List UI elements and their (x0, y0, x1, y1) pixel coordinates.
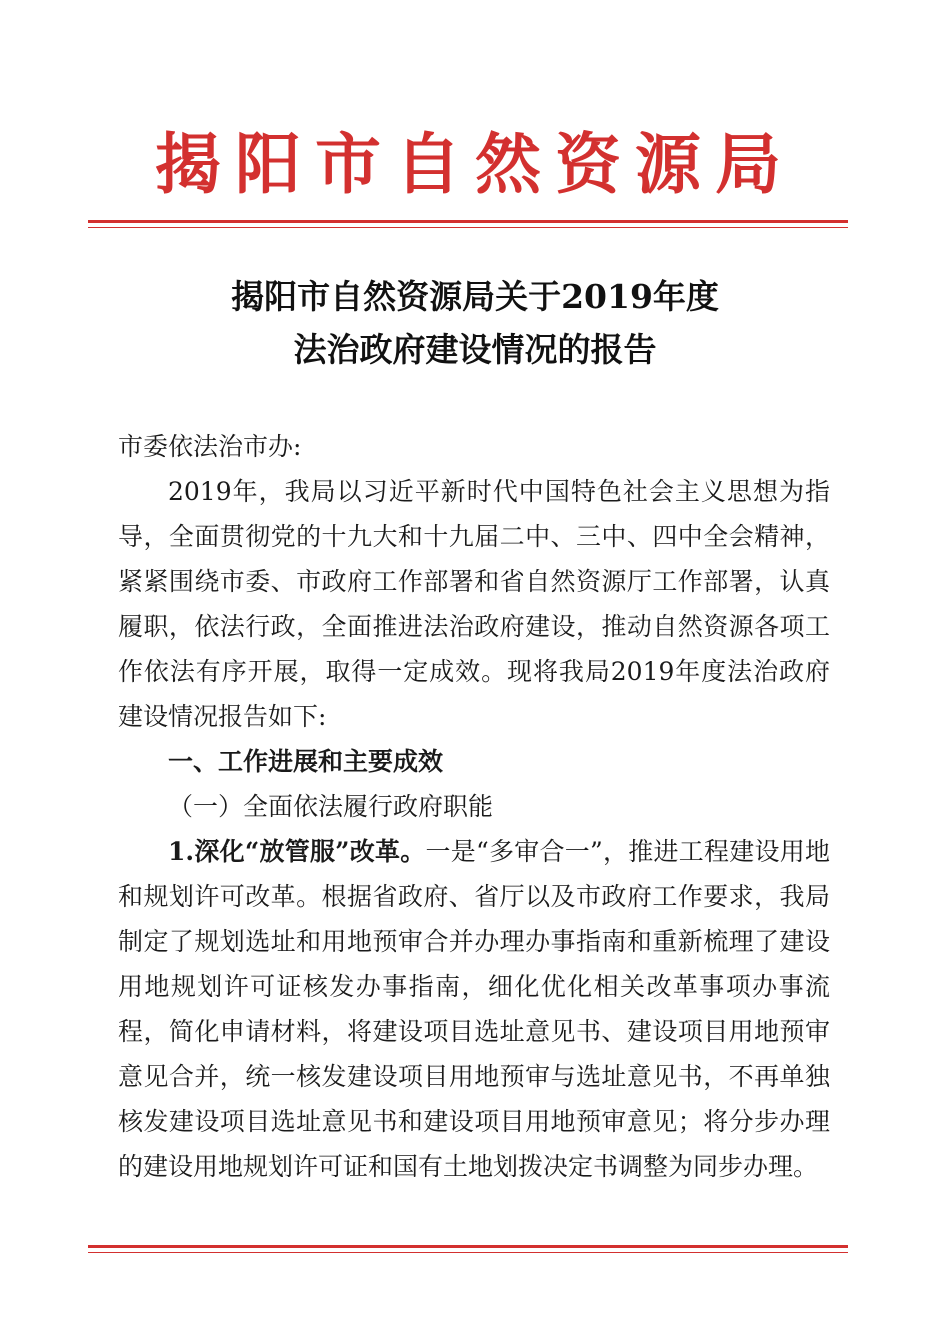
item-paragraph (118, 829, 830, 1189)
item-text: 一是“多审合一”，推进工程建设用地和规划许可改革。根据省政府、省厅以及市政府工作要求，我局制定了规划选址和用地预审合并办理办事指南和重新梳理了建设用地规划许可证核发办事指南，细化优化相关改革事项办事流程，简化申请材料，将建设项目选址意见书、建设项目用地预审意见合并，统一核发建设项目用地预审与选址意见书，不再单独核发建设项目选址意见书和建设项目用地预审意见；将分步办理的建设用地规划许可证和国有土地划拨决定书调整为同步办理。 (118, 837, 830, 1181)
document-body (118, 424, 830, 1189)
footer-rule-bottom (88, 1252, 848, 1253)
footer-rule-top (88, 1245, 848, 1248)
letterhead-rule-top (88, 220, 848, 223)
section-heading: 一、工作进展和主要成效 (168, 747, 444, 776)
subsection-heading: （一）全面依法履行政府职能 (168, 792, 494, 821)
letterhead-rule-bottom (88, 227, 848, 228)
letterhead-org-name: 揭阳市自然资源局 (155, 126, 795, 203)
document-title-line1: 揭阳市自然资源局关于2019年度 (231, 277, 719, 316)
intro-paragraph: 2019年，我局以习近平新时代中国特色社会主义思想为指导，全面贯彻党的十九大和十九届二中、三中、四中全会精神，紧紧围绕市委、市政府工作部署和省自然资源厅工作部署，认真履职，依法行政，全面推进法治政府建设，推动自然资源各项工作依法有序开展，取得一定成效。现将我局2019年度法治政府建设情况报告如下: (118, 477, 830, 731)
document-title-line2: 法治政府建设情况的报告 (293, 330, 657, 369)
addressee: 市委依法治市办: (118, 432, 302, 461)
item-lead: 1.深化“放管服”改革。 (168, 837, 426, 866)
